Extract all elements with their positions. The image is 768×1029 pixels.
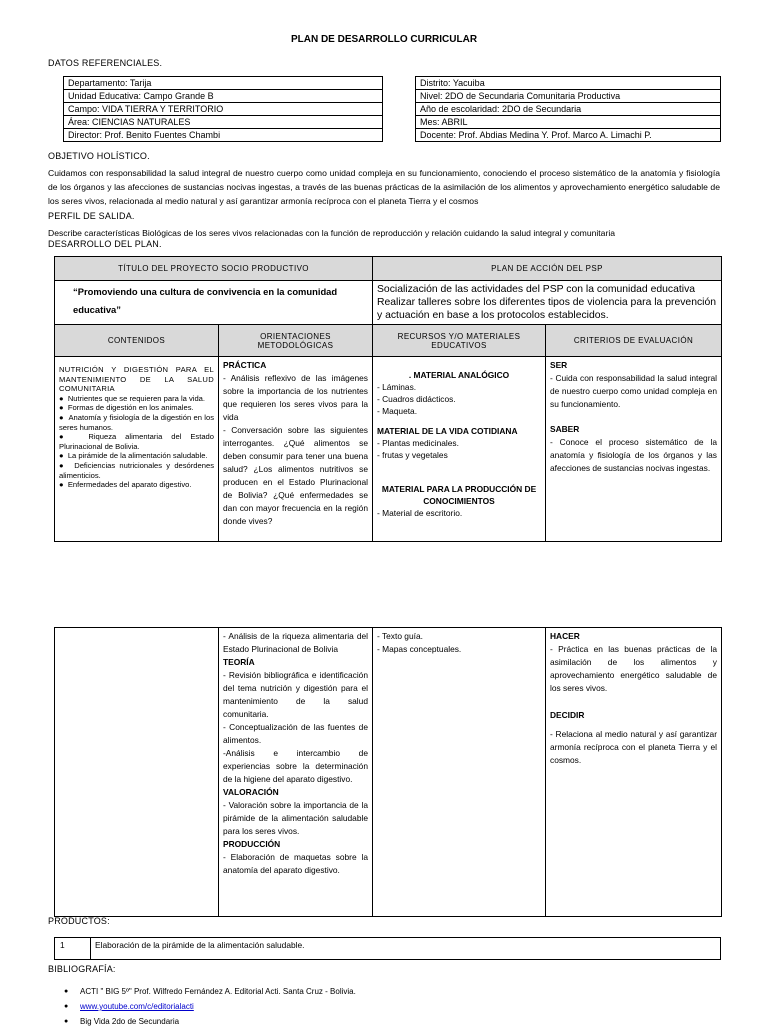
material-vida-label: MATERIAL DE LA VIDA COTIDIANA (377, 426, 518, 436)
practica-label: PRÁCTICA (223, 360, 267, 370)
info-anio: Año de escolaridad: 2DO de Secundaria (416, 103, 721, 116)
info-docente: Docente: Prof. Abdias Medina Y. Prof. Marco A. Limachi P. (416, 129, 721, 142)
col-contenidos: CONTENIDOS (55, 325, 219, 357)
contenidos-item: ● Anatomía y fisiología de la digestión en los seres humanos. (59, 412, 214, 432)
table-row (55, 938, 721, 960)
contenidos-cell (55, 357, 219, 542)
teoria-item: -Análisis e intercambio de experiencias sobre la determinación de la higiene del aparato digestivo. (223, 748, 368, 784)
produccion-text: - Elaboración de maquetas sobre la anatomía del aparato digestivo. (223, 852, 368, 875)
recurso-item: - Mapas conceptuales. (377, 644, 462, 654)
criterios-cell-cont (546, 628, 722, 917)
teoria-item: - Conceptualización de las fuentes de alimentos. (223, 722, 368, 745)
page-title: PLAN DE DESARROLLO CURRICULAR (290, 34, 478, 45)
info-area: Área: CIENCIAS NATURALES (64, 116, 383, 129)
col-recursos: RECURSOS Y/O MATERIALES EDUCATIVOS (373, 325, 546, 357)
contenidos-item: ● La pirámide de la alimentación saludable. (59, 451, 208, 461)
right-info-table (415, 76, 721, 142)
practica-item: - Análisis reflexivo de las imágenes sobre la importancia de los nutrientes que requieren los seres vivos para la vida (223, 373, 368, 422)
producto-num: 1 (55, 938, 91, 960)
list-item (60, 999, 356, 1014)
decidir-label: DECIDIR (550, 710, 585, 720)
valoracion-text: - Valoración sobre la importancia de la pirámide de la alimentación saludable para los seres vivos. (223, 800, 368, 836)
info-director: Director: Prof. Benito Fuentes Chambi (64, 129, 383, 142)
orientacion-intro: - Análisis de la riqueza alimentaria del Estado Plurinacional de Bolivia (223, 631, 368, 654)
ser-label: SER (550, 360, 568, 370)
bibliografia-list (60, 984, 356, 1029)
list-item: ● Big Vida 2do de Secundaria (60, 1014, 356, 1029)
producto-text: Elaboración de la pirámide de la alimentación saludable. (91, 938, 721, 960)
info-distrito: Distrito: Yacuiba (416, 77, 721, 90)
info-unidad-educativa: Unidad Educativa: Campo Grande B (64, 90, 383, 103)
contenidos-item: ● Riqueza alimentaria del Estado Plurinacional de Bolivia. (59, 432, 215, 451)
objetivo-label: OBJETIVO HOLÍSTICO. (48, 151, 150, 161)
recursos-cell (373, 357, 546, 542)
recurso-item: - Maqueta. (377, 406, 418, 416)
desarrollo-label: DESARROLLO DEL PLAN. (48, 239, 162, 249)
hacer-label: HACER (550, 631, 580, 641)
left-info-table (63, 76, 383, 142)
recurso-item: - Plantas medicinales. (377, 438, 459, 448)
teoria-label: TEORÍA (223, 657, 255, 667)
contenidos-item: ● Deficiencias nutricionales y desórdenes alimenticios. (59, 460, 215, 480)
info-departamento: Departamento: Tarija (64, 77, 383, 90)
productos-table (54, 937, 721, 960)
orientaciones-cell-cont (219, 628, 373, 917)
info-nivel: Nivel: 2DO de Secundaria Comunitaria Productiva (416, 90, 721, 103)
recurso-item: - Láminas. (377, 382, 417, 392)
material-produccion-label: MATERIAL PARA LA PRODUCCIÓN DE CONOCIMIENTOS (381, 484, 537, 506)
criterios-cell (546, 357, 722, 542)
contenidos-item: ● Formas de digestión en los animales. (59, 403, 194, 413)
contenidos-item: ● Nutrientes que se requieren para la vida. (59, 393, 206, 403)
proyecto-header: TÍTULO DEL PROYECTO SOCIO PRODUCTIVO (55, 257, 373, 281)
hacer-text: - Práctica en las buenas prácticas de la asimilación de los alimentos y aprovechamiento energético saludable de los seres vivos. (550, 644, 717, 693)
col-orientaciones: ORIENTACIONES METODOLÓGICAS (219, 325, 373, 357)
perfil-text: Describe características Biológicas de los seres vivos relacionadas con la función de reproducción y relación cuidando la salud integral y comunitaria (48, 228, 616, 238)
produccion-label: PRODUCCIÓN (223, 839, 281, 849)
psp-header: PLAN DE ACCIÓN DEL PSP (373, 257, 722, 281)
col-criterios: CRITERIOS DE EVALUACIÓN (546, 325, 722, 357)
info-mes: Mes: ABRIL (416, 116, 721, 129)
recurso-item: - Cuadros didácticos. (377, 394, 456, 404)
saber-text: - Conoce el proceso sistemático de la anatomía y fisiología de los órganos y las afecciones de sustancias nocivas ingestas. (550, 437, 717, 473)
plan-table-part1 (54, 256, 722, 542)
saber-label: SABER (550, 424, 580, 434)
ser-text: - Cuida con responsabilidad la salud integral de nuestro cuerpo como unidad compleja en su funcionamiento. (550, 373, 717, 409)
youtube-link[interactable]: www.youtube.com/c/editorialacti (80, 1002, 194, 1011)
recursos-cell-cont (373, 628, 546, 917)
plan-table-part2 (54, 627, 722, 917)
psp-text: Socialización de las actividades del PSP con la comunidad educativa Realizar talleres sobre los diferentes tipos de violencia para la prevención y actuación en base a los protocolos establecidos. (373, 281, 722, 325)
productos-label: PRODUCTOS: (48, 916, 110, 926)
list-item: ● ACTI " BIG 5º" Prof. Wilfredo Fernández A. Editorial Acti. Santa Cruz - Bolivia. (60, 984, 356, 999)
recurso-item: - Texto guía. (377, 631, 423, 641)
info-campo: Campo: VIDA TIERRA Y TERRITORIO (64, 103, 383, 116)
orientaciones-cell (219, 357, 373, 542)
datos-label: DATOS REFERENCIALES. (48, 58, 163, 68)
objetivo-text: Cuidamos con responsabilidad la salud integral de nuestro cuerpo como unidad compleja en su funcionamiento, conociendo el proceso sistemático de la anatomía y fisiología de los órganos y las afecciones de sustancias nocivas ingestas, a través de las buenas prácticas de la asimilación de los alimentos y aprovechamiento energético saludable de los seres vivos, relacionada al medio natural y así garantizar armonía recíproca con el planeta Tierra y el cosmos (48, 168, 720, 206)
decidir-text: - Relaciona al medio natural y así garantizar armonía recíproca con el planeta Tierra y el cosmos. (550, 729, 717, 765)
practica-item: - Conversación sobre las siguientes interrogantes. ¿Qué alimentos se deben consumir para tener una buena salud? ¿Los alimentos nutritivos se producen en el Estado Plurinacional de Bolivia? ¿Qué enfermedades se dan con mayor frecuencia en la región donde vives? (223, 425, 368, 526)
valoracion-label: VALORACIÓN (223, 787, 279, 797)
recurso-item: - Material de escritorio. (377, 508, 463, 518)
material-analogico-label: . MATERIAL ANALÓGICO (408, 370, 510, 380)
contenidos-heading: NUTRICIÓN Y DIGESTIÓN PARA EL MANTENIMIENTO DE LA SALUD COMUNITARIA (59, 365, 214, 394)
contenidos-cell-empty (55, 628, 219, 917)
perfil-label: PERFIL DE SALIDA. (48, 211, 135, 221)
bibliografia-label: BIBLIOGRAFÍA: (48, 964, 116, 974)
recurso-item: - frutas y vegetales (377, 450, 448, 460)
proyecto-title: “Promoviendo una cultura de convivencia en la comunidad educativa” (55, 281, 373, 325)
contenidos-item: ● Enfermedades del aparato digestivo. (59, 480, 192, 490)
teoria-item: - Revisión bibliográfica e identificación del tema nutrición y digestión para el mantenimiento de la salud comunitaria. (223, 670, 368, 719)
